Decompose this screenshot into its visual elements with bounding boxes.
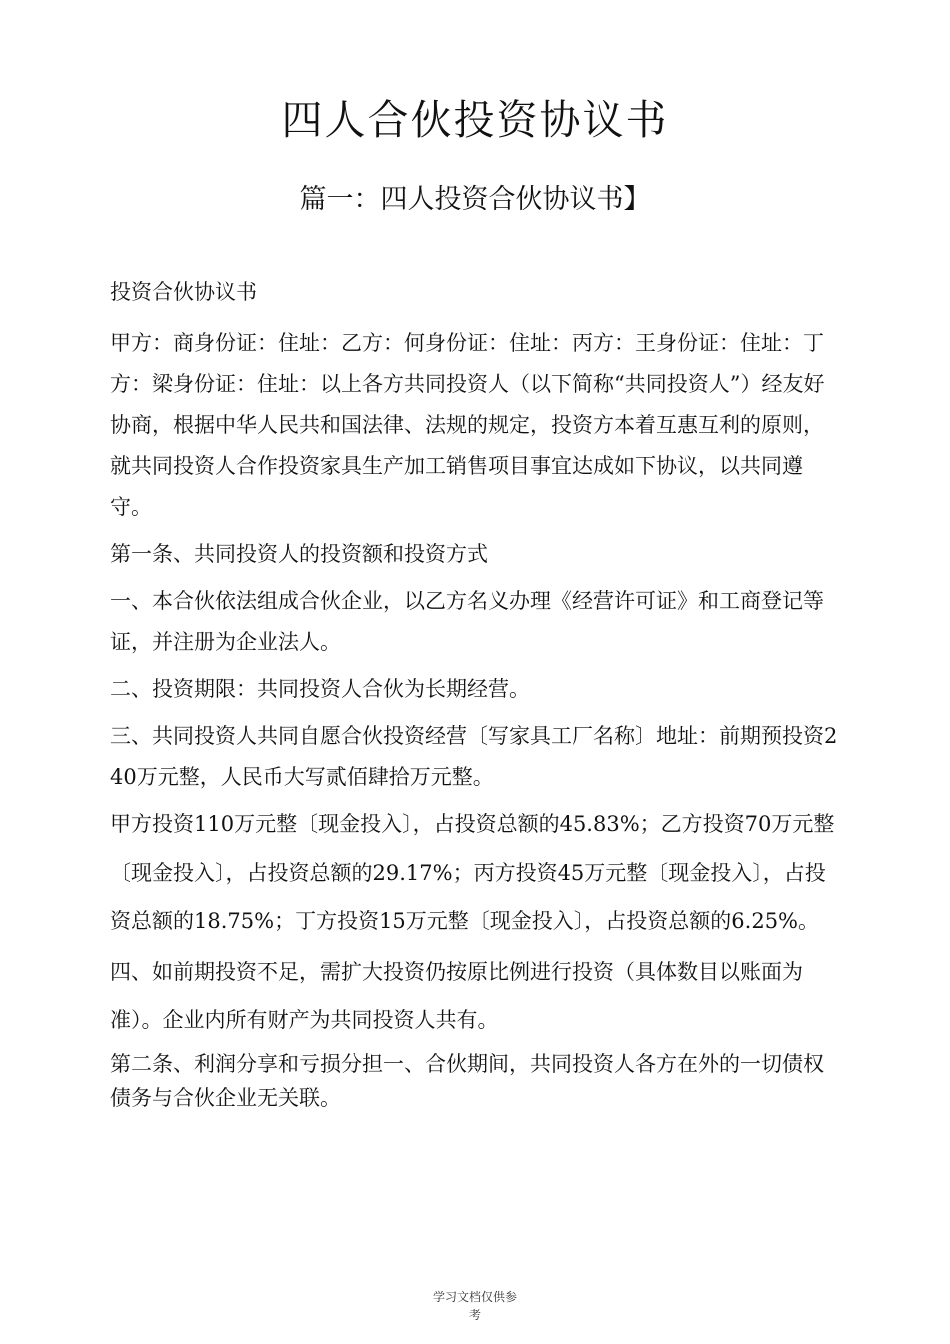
- document-title: 四人合伙投资协议书: [281, 96, 669, 144]
- paragraph-item-2: 二、投资期限：共同投资人合伙为长期经营。: [110, 677, 530, 701]
- document-body: [110, 272, 840, 1115]
- document-subtitle: 篇一：四人投资合伙协议书】: [299, 184, 651, 215]
- paragraph-item-1: 一、本合伙依法组成合伙企业，以乙方名义办理《经营许可证》和工商登记等证，并注册为企业法人。: [110, 589, 824, 654]
- paragraph-heading: 投资合伙协议书: [110, 280, 257, 304]
- paragraph-article-2: 第二条、利润分享和亏损分担一、合伙期间，共同投资人各方在外的一切债权债务与合伙企业无关联。: [110, 1051, 824, 1110]
- paragraph-parties: 甲方：商身份证：住址：乙方：何身份证：住址：丙方：王身份证：住址：丁方：梁身份证：住址：以上各方共同投资人（以下简称“共同投资人”）经友好协商，根据中华人民共和国法律、法规的规定，投资方本着互惠互利的原则，就共同投资人合作投资家具生产加工销售项目事宜达成如下协议，以共同遵守。: [110, 331, 825, 519]
- footer-line-1: 学习文档仅供参: [432, 1290, 517, 1304]
- paragraph-item-3: 三、共同投资人共同自愿合伙投资经营〔写家具工厂名称〕地址：前期预投资240万元整，人民币大写贰佰肆拾万元整。: [110, 724, 838, 789]
- paragraph-item-4: 四、如前期投资不足，需扩大投资仍按原比例进行投资（具体数目以账面为准）。企业内所有财产为共同投资人共有。: [110, 959, 803, 1032]
- paragraph-contributions: 甲方投资110万元整〔现金投入〕，占投资总额的45.83%；乙方投资70万元整〔现金投入〕，占投资总额的29.17%；丙方投资45万元整〔现金投入〕，占投资总额的18.75%；丁方投资15万元整〔现金投入〕，占投资总额的6.25%。: [110, 812, 835, 933]
- paragraph-article-1: 第一条、共同投资人的投资额和投资方式: [110, 542, 488, 566]
- page-footer: [0, 1288, 950, 1324]
- footer-line-2: 考: [468, 1308, 481, 1322]
